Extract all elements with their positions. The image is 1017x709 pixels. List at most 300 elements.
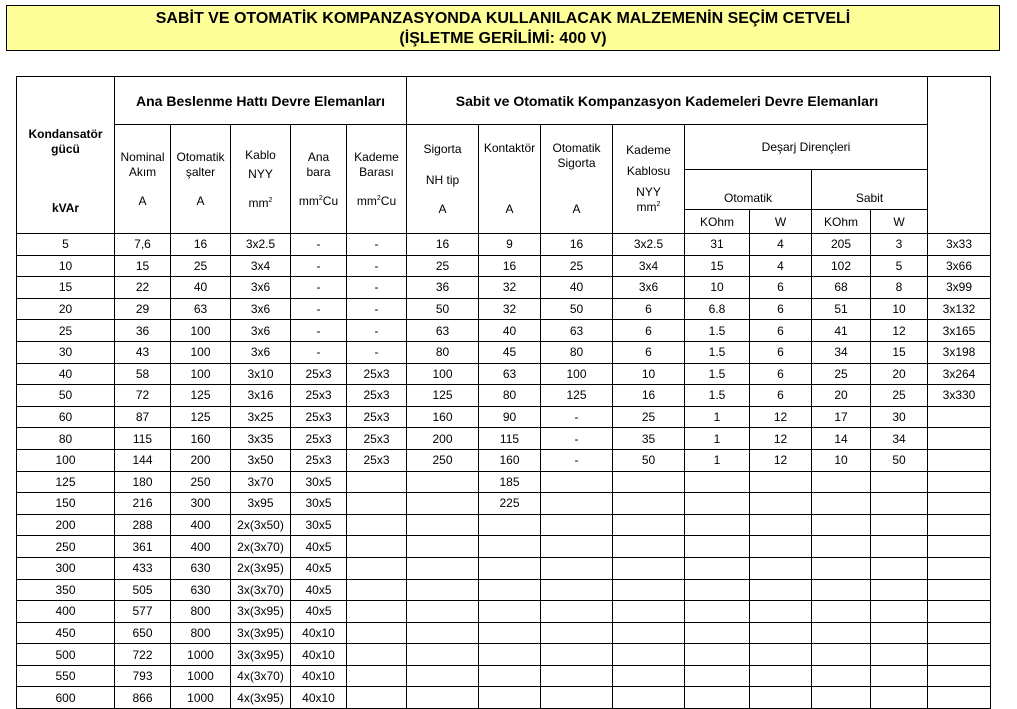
- cell-kademe-kablosu: 3x2.5: [613, 234, 685, 256]
- cell-kondansator: 20: [17, 298, 115, 320]
- cell-kondansator: 60: [17, 406, 115, 428]
- otomatik-salter-header: [171, 125, 231, 234]
- cell-kontaktor: 90: [479, 406, 541, 428]
- cell-kademe-kablosu: 6: [613, 298, 685, 320]
- cell-sabit-kohm: [812, 493, 871, 515]
- cell-otomatik-sigorta: [541, 514, 613, 536]
- cell-extra: [928, 557, 991, 579]
- cell-ana-bara: 25x3: [291, 449, 347, 471]
- cell-otomatik-salter: 1000: [171, 665, 231, 687]
- cell-ana-bara: -: [291, 277, 347, 299]
- cell-ana-bara: 40x5: [291, 557, 347, 579]
- cell-kondansator: 15: [17, 277, 115, 299]
- table-row: [17, 363, 991, 385]
- ana-bara-unit: [291, 180, 346, 209]
- kablo-unit: [231, 182, 290, 211]
- cell-otomatik-salter: 125: [171, 385, 231, 407]
- cell-kontaktor: 225: [479, 493, 541, 515]
- cell-otomatik-sigorta: [541, 687, 613, 709]
- cell-otomatik-w: 12: [750, 449, 812, 471]
- cell-kademe-kablosu: 6: [613, 341, 685, 363]
- cell-nominal-akim: 15: [115, 255, 171, 277]
- cell-kademe-barasi: [347, 622, 407, 644]
- kablo-header: [231, 125, 291, 234]
- cell-kademe-kablosu: [613, 536, 685, 558]
- cell-otomatik-kohm: 1.5: [685, 363, 750, 385]
- cell-kademe-barasi: [347, 514, 407, 536]
- group-sabit-otomatik: Sabit ve Otomatik Kompanzasyon Kademeleri Devre Elemanları: [407, 77, 928, 125]
- table-row: [17, 514, 991, 536]
- kondansator-label: Kondansatör gücü: [28, 127, 103, 156]
- cell-sabit-w: [871, 622, 928, 644]
- cell-kondansator: 450: [17, 622, 115, 644]
- cell-extra: [928, 536, 991, 558]
- cell-kablo: 3x6: [231, 277, 291, 299]
- cell-otomatik-sigorta: -: [541, 428, 613, 450]
- cell-kontaktor: [479, 601, 541, 623]
- kondansator-unit: kVAr: [51, 201, 80, 215]
- table-row: [17, 687, 991, 709]
- cell-sabit-w: [871, 536, 928, 558]
- kondansator-header: [17, 77, 115, 234]
- cell-otomatik-kohm: [685, 579, 750, 601]
- cell-sabit-kohm: 25: [812, 363, 871, 385]
- cell-kontaktor: [479, 514, 541, 536]
- cell-sabit-kohm: 10: [812, 449, 871, 471]
- cell-kademe-barasi: [347, 471, 407, 493]
- table-row: [17, 320, 991, 342]
- cell-sabit-kohm: [812, 557, 871, 579]
- kademe-barasi-unit-sup: 2: [376, 194, 381, 202]
- cell-otomatik-w: 12: [750, 406, 812, 428]
- cell-otomatik-w: 6: [750, 385, 812, 407]
- cell-sigorta: [407, 601, 479, 623]
- cell-extra: [928, 622, 991, 644]
- cell-sabit-kohm: [812, 601, 871, 623]
- kablo-line1: Kablo: [245, 147, 276, 162]
- cell-sabit-w: 3: [871, 234, 928, 256]
- desarj-otomatik-header: Otomatik: [685, 170, 812, 210]
- cell-kontaktor: 160: [479, 449, 541, 471]
- cell-kondansator: 200: [17, 514, 115, 536]
- cell-kademe-barasi: 25x3: [347, 449, 407, 471]
- cell-sabit-w: 20: [871, 363, 928, 385]
- cell-ana-bara: 40x5: [291, 536, 347, 558]
- cell-otomatik-salter: 800: [171, 622, 231, 644]
- otomatik-salter-unit: A: [196, 193, 205, 208]
- cell-sabit-w: [871, 514, 928, 536]
- cell-kademe-barasi: -: [347, 298, 407, 320]
- cell-otomatik-sigorta: 80: [541, 341, 613, 363]
- cell-otomatik-sigorta: [541, 493, 613, 515]
- nominal-akim-unit: A: [138, 193, 147, 208]
- cell-kontaktor: [479, 536, 541, 558]
- kablo-line2: NYY: [248, 166, 273, 181]
- cell-ana-bara: 25x3: [291, 385, 347, 407]
- cell-extra: [928, 579, 991, 601]
- cell-sigorta: 63: [407, 320, 479, 342]
- group-ana-besleme: Ana Beslenme Hattı Devre Elemanları: [115, 77, 407, 125]
- cell-extra: [928, 601, 991, 623]
- cell-sabit-kohm: [812, 644, 871, 666]
- cell-sabit-kohm: [812, 665, 871, 687]
- cell-kondansator: 10: [17, 255, 115, 277]
- otomatik-sigorta-unit: A: [572, 202, 581, 216]
- cell-kademe-barasi: -: [347, 320, 407, 342]
- cell-kademe-kablosu: 16: [613, 385, 685, 407]
- cell-sabit-kohm: [812, 687, 871, 709]
- cell-otomatik-sigorta: 100: [541, 363, 613, 385]
- cell-otomatik-w: [750, 622, 812, 644]
- cell-otomatik-salter: 40: [171, 277, 231, 299]
- cell-kademe-kablosu: [613, 493, 685, 515]
- cell-kablo: 3x2.5: [231, 234, 291, 256]
- table-row: [17, 298, 991, 320]
- kademe-barasi-unit-suffix: Cu: [380, 193, 397, 208]
- cell-otomatik-w: [750, 471, 812, 493]
- cell-kademe-barasi: [347, 644, 407, 666]
- cell-sigorta: 25: [407, 255, 479, 277]
- cell-otomatik-w: [750, 579, 812, 601]
- table-row: [17, 622, 991, 644]
- cell-sabit-w: [871, 687, 928, 709]
- cell-otomatik-w: 6: [750, 320, 812, 342]
- cell-sabit-kohm: [812, 471, 871, 493]
- otomatik-sigorta-line1: Otomatik: [552, 141, 601, 155]
- cell-otomatik-salter: 400: [171, 536, 231, 558]
- cell-otomatik-kohm: 1: [685, 428, 750, 450]
- cell-extra: [928, 644, 991, 666]
- table-row: [17, 341, 991, 363]
- cell-extra: 3x330: [928, 385, 991, 407]
- cell-otomatik-w: 6: [750, 277, 812, 299]
- cell-kablo: 3x4: [231, 255, 291, 277]
- cell-otomatik-kohm: [685, 665, 750, 687]
- cell-ana-bara: 40x5: [291, 601, 347, 623]
- cell-kademe-kablosu: 6: [613, 320, 685, 342]
- cell-otomatik-kohm: [685, 493, 750, 515]
- cell-sabit-kohm: 68: [812, 277, 871, 299]
- cell-otomatik-sigorta: -: [541, 406, 613, 428]
- cell-nominal-akim: 43: [115, 341, 171, 363]
- cell-kondansator: 250: [17, 536, 115, 558]
- cell-otomatik-salter: 100: [171, 320, 231, 342]
- cell-otomatik-kohm: [685, 536, 750, 558]
- cell-extra: 3x132: [928, 298, 991, 320]
- cell-otomatik-w: 4: [750, 234, 812, 256]
- kademe-barasi-line1: Kademe: [354, 149, 399, 164]
- cell-kademe-kablosu: [613, 579, 685, 601]
- cell-otomatik-sigorta: [541, 471, 613, 493]
- cell-otomatik-kohm: 1: [685, 449, 750, 471]
- cell-ana-bara: 40x10: [291, 644, 347, 666]
- cell-otomatik-sigorta: [541, 665, 613, 687]
- cell-sigorta: 125: [407, 385, 479, 407]
- extra-column-header: [928, 77, 991, 234]
- cell-sabit-w: 5: [871, 255, 928, 277]
- cell-kademe-kablosu: [613, 601, 685, 623]
- cell-kademe-kablosu: 10: [613, 363, 685, 385]
- cell-otomatik-w: [750, 601, 812, 623]
- cell-nominal-akim: 361: [115, 536, 171, 558]
- cell-otomatik-kohm: 6.8: [685, 298, 750, 320]
- cell-extra: [928, 665, 991, 687]
- cell-nominal-akim: 87: [115, 406, 171, 428]
- cell-extra: [928, 493, 991, 515]
- cell-otomatik-salter: 400: [171, 514, 231, 536]
- table-row: [17, 601, 991, 623]
- cell-otomatik-sigorta: 40: [541, 277, 613, 299]
- cell-kademe-barasi: 25x3: [347, 363, 407, 385]
- cell-nominal-akim: 144: [115, 449, 171, 471]
- cell-otomatik-salter: 800: [171, 601, 231, 623]
- cell-sigorta: 80: [407, 341, 479, 363]
- cell-kablo: 3x16: [231, 385, 291, 407]
- cell-otomatik-salter: 1000: [171, 644, 231, 666]
- table-row: [17, 557, 991, 579]
- cell-kondansator: 80: [17, 428, 115, 450]
- cell-kontaktor: 40: [479, 320, 541, 342]
- cell-kademe-barasi: -: [347, 234, 407, 256]
- cell-ana-bara: 40x10: [291, 687, 347, 709]
- cell-otomatik-kohm: 1.5: [685, 320, 750, 342]
- cell-nominal-akim: 115: [115, 428, 171, 450]
- cell-ana-bara: 40x10: [291, 665, 347, 687]
- cell-otomatik-sigorta: [541, 557, 613, 579]
- cell-nominal-akim: 22: [115, 277, 171, 299]
- table-row: [17, 579, 991, 601]
- cell-otomatik-kohm: [685, 687, 750, 709]
- cell-kablo: 4x(3x95): [231, 687, 291, 709]
- cell-otomatik-kohm: [685, 622, 750, 644]
- ana-bara-unit-sup: 2: [318, 194, 323, 202]
- cell-extra: 3x99: [928, 277, 991, 299]
- table-row: [17, 234, 991, 256]
- cell-kondansator: 5: [17, 234, 115, 256]
- cell-sigorta: [407, 536, 479, 558]
- table-row: [17, 665, 991, 687]
- cell-ana-bara: -: [291, 320, 347, 342]
- cell-otomatik-w: [750, 493, 812, 515]
- cell-otomatik-salter: 160: [171, 428, 231, 450]
- cell-kablo: 2x(3x70): [231, 536, 291, 558]
- cell-kondansator: 350: [17, 579, 115, 601]
- title-line-1: SABİT VE OTOMATİK KOMPANZASYONDA KULLANILACAK MALZEMENİN SEÇİM CETVELİ: [155, 10, 851, 27]
- kablo-unit-sup: 2: [268, 196, 273, 204]
- cell-sabit-w: 25: [871, 385, 928, 407]
- cell-kablo: 2x(3x50): [231, 514, 291, 536]
- kademe-barasi-header: [347, 125, 407, 234]
- table-row: [17, 406, 991, 428]
- cell-kablo: 3x(3x95): [231, 622, 291, 644]
- cell-extra: 3x66: [928, 255, 991, 277]
- cell-otomatik-w: [750, 514, 812, 536]
- cell-kablo: 3x35: [231, 428, 291, 450]
- cell-nominal-akim: 36: [115, 320, 171, 342]
- cell-otomatik-kohm: 15: [685, 255, 750, 277]
- cell-sigorta: [407, 644, 479, 666]
- kademe-barasi-unit-text: mm: [356, 193, 377, 208]
- cell-extra: [928, 687, 991, 709]
- cell-kademe-barasi: [347, 493, 407, 515]
- cell-kontaktor: [479, 622, 541, 644]
- otomatik-salter-line1: Otomatik: [176, 149, 225, 164]
- kontaktor-line1: Kontaktör: [483, 141, 536, 155]
- cell-kademe-kablosu: [613, 514, 685, 536]
- cell-otomatik-kohm: [685, 514, 750, 536]
- cell-sabit-kohm: 20: [812, 385, 871, 407]
- cell-kademe-kablosu: 35: [613, 428, 685, 450]
- cell-sigorta: 16: [407, 234, 479, 256]
- cell-extra: [928, 471, 991, 493]
- cell-ana-bara: 30x5: [291, 493, 347, 515]
- cell-kontaktor: [479, 557, 541, 579]
- cell-sabit-w: [871, 644, 928, 666]
- cell-otomatik-sigorta: 125: [541, 385, 613, 407]
- cell-kontaktor: 9: [479, 234, 541, 256]
- cell-otomatik-sigorta: 25: [541, 255, 613, 277]
- cell-kademe-kablosu: 3x4: [613, 255, 685, 277]
- cell-nominal-akim: 29: [115, 298, 171, 320]
- cell-otomatik-sigorta: 50: [541, 298, 613, 320]
- cell-sigorta: 50: [407, 298, 479, 320]
- cell-sabit-kohm: 205: [812, 234, 871, 256]
- cell-kondansator: 25: [17, 320, 115, 342]
- cell-nominal-akim: 505: [115, 579, 171, 601]
- cell-sabit-kohm: 34: [812, 341, 871, 363]
- cell-ana-bara: 40x10: [291, 622, 347, 644]
- cell-extra: [928, 406, 991, 428]
- cell-otomatik-salter: 250: [171, 471, 231, 493]
- cell-kontaktor: 45: [479, 341, 541, 363]
- cell-sigorta: 250: [407, 449, 479, 471]
- cell-sabit-kohm: 51: [812, 298, 871, 320]
- cell-nominal-akim: 7,6: [115, 234, 171, 256]
- cell-otomatik-w: [750, 687, 812, 709]
- cell-otomatik-kohm: [685, 644, 750, 666]
- cell-kontaktor: 16: [479, 255, 541, 277]
- cell-kademe-barasi: [347, 536, 407, 558]
- cell-sabit-kohm: [812, 536, 871, 558]
- cell-sigorta: [407, 471, 479, 493]
- kademe-kablosu-unit: [613, 200, 684, 215]
- kademe-kablosu-line1: Kademe: [626, 143, 671, 157]
- cell-nominal-akim: 650: [115, 622, 171, 644]
- cell-kablo: 4x(3x70): [231, 665, 291, 687]
- cell-kademe-barasi: 25x3: [347, 385, 407, 407]
- cell-kontaktor: [479, 579, 541, 601]
- cell-otomatik-salter: 16: [171, 234, 231, 256]
- cell-kademe-kablosu: [613, 557, 685, 579]
- cell-otomatik-sigorta: -: [541, 449, 613, 471]
- cell-otomatik-kohm: [685, 601, 750, 623]
- cell-extra: 3x165: [928, 320, 991, 342]
- cell-extra: 3x198: [928, 341, 991, 363]
- cell-kademe-barasi: [347, 665, 407, 687]
- sigorta-line2: NH tip: [425, 172, 460, 187]
- cell-otomatik-sigorta: [541, 622, 613, 644]
- cell-kademe-barasi: -: [347, 277, 407, 299]
- cell-kondansator: 150: [17, 493, 115, 515]
- kademe-barasi-line2: Barası: [359, 164, 394, 179]
- cell-sabit-w: 15: [871, 341, 928, 363]
- otomatik-sigorta-line2: Sigorta: [557, 156, 596, 170]
- cell-sigorta: [407, 493, 479, 515]
- cell-sabit-w: [871, 471, 928, 493]
- ana-bara-line1: Ana: [307, 149, 330, 164]
- cell-otomatik-salter: 100: [171, 363, 231, 385]
- cell-ana-bara: 25x3: [291, 406, 347, 428]
- kademe-kablosu-line3: NYY: [636, 185, 661, 199]
- kontaktor-header: [479, 125, 541, 234]
- cell-nominal-akim: 216: [115, 493, 171, 515]
- cell-sigorta: [407, 687, 479, 709]
- cell-otomatik-kohm: 1: [685, 406, 750, 428]
- cell-kontaktor: 32: [479, 277, 541, 299]
- ana-bara-unit-text: mm: [298, 193, 319, 208]
- cell-sigorta: [407, 557, 479, 579]
- cell-kablo: 3x70: [231, 471, 291, 493]
- cell-otomatik-sigorta: [541, 536, 613, 558]
- cell-sigorta: [407, 622, 479, 644]
- cell-kondansator: 600: [17, 687, 115, 709]
- table-row: [17, 471, 991, 493]
- cell-sabit-w: 12: [871, 320, 928, 342]
- cell-kademe-kablosu: [613, 471, 685, 493]
- cell-sigorta: 36: [407, 277, 479, 299]
- nominal-akim-header: [115, 125, 171, 234]
- otomatik-kohm-header: KOhm: [685, 210, 750, 234]
- cell-sabit-kohm: 14: [812, 428, 871, 450]
- otomatik-salter-line2: şalter: [185, 164, 216, 179]
- desarj-sabit-header: Sabit: [812, 170, 928, 210]
- cell-sabit-kohm: [812, 514, 871, 536]
- cell-extra: 3x33: [928, 234, 991, 256]
- cell-sabit-kohm: 102: [812, 255, 871, 277]
- cell-nominal-akim: 577: [115, 601, 171, 623]
- cell-kablo: 3x6: [231, 298, 291, 320]
- cell-kademe-barasi: [347, 557, 407, 579]
- cell-kademe-kablosu: [613, 665, 685, 687]
- cell-ana-bara: 25x3: [291, 363, 347, 385]
- cell-sabit-w: [871, 493, 928, 515]
- cell-sabit-w: [871, 665, 928, 687]
- table-row: [17, 385, 991, 407]
- cell-kondansator: 30: [17, 341, 115, 363]
- cell-kondansator: 550: [17, 665, 115, 687]
- cell-otomatik-w: [750, 665, 812, 687]
- cell-sigorta: [407, 665, 479, 687]
- cell-kademe-barasi: 25x3: [347, 428, 407, 450]
- cell-otomatik-w: 6: [750, 363, 812, 385]
- cell-kademe-kablosu: 25: [613, 406, 685, 428]
- cell-kontaktor: [479, 644, 541, 666]
- cell-sigorta: [407, 514, 479, 536]
- cell-kondansator: 100: [17, 449, 115, 471]
- cell-otomatik-salter: 200: [171, 449, 231, 471]
- table-row: [17, 449, 991, 471]
- cell-kontaktor: [479, 687, 541, 709]
- sabit-w-header: W: [871, 210, 928, 234]
- cell-kontaktor: 185: [479, 471, 541, 493]
- cell-nominal-akim: 866: [115, 687, 171, 709]
- table-row: [17, 277, 991, 299]
- table-row: [17, 536, 991, 558]
- cell-kontaktor: 115: [479, 428, 541, 450]
- sigorta-unit: A: [438, 201, 447, 216]
- cell-sabit-w: 34: [871, 428, 928, 450]
- cell-kademe-kablosu: 3x6: [613, 277, 685, 299]
